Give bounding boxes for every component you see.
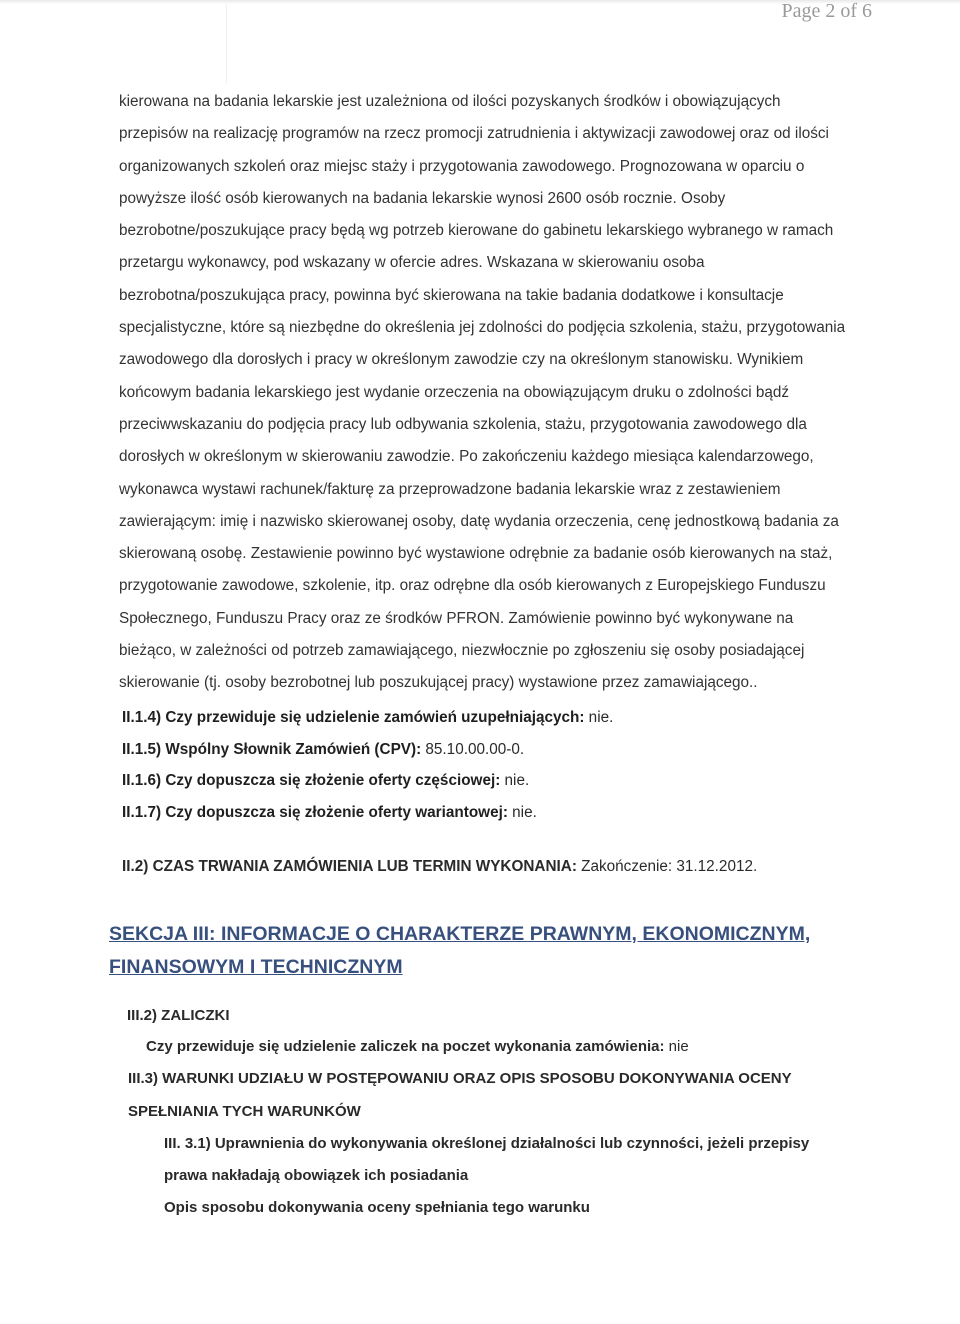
- assessment-description: Opis sposobu dokonywania oceny spełniania tego warunku: [164, 1199, 590, 1216]
- item-label: II.1.6) Czy dopuszcza się złożenie oferty częściowej:: [122, 772, 501, 789]
- item-value: 85.10.00.00-0.: [421, 740, 525, 758]
- conditions-title-line2: SPEŁNIANIA TYCH WARUNKÓW: [128, 1103, 361, 1120]
- paragraph-line: skierowanie (tj. osoby bezrobotnej lub poszukującej pracy) wystawione przez zamawiającego..: [119, 674, 758, 692]
- paragraph-line: przeciwwskazaniu do podjęcia pracy lub odbywania szkolenia, stażu, przygotowania zawodowego dla: [119, 415, 807, 433]
- item-cpv-code: [122, 734, 882, 766]
- paragraph-line: bieżąco, w zależności od potrzeb zamawiającego, niezwłocznie po zgłoszeniu się osoby posiadającej: [119, 642, 805, 660]
- rights-heading-line1: III. 3.1) Uprawnienia do wykonywania określonej działalności lub czynności, jeżeli przepisy: [164, 1135, 810, 1152]
- section-heading-line: FINANSOWYM I TECHNICZNYM: [109, 956, 403, 978]
- page-number: Page 2 of 6: [781, 0, 872, 22]
- conditions-title-line1: III.3) WARUNKI UDZIAŁU W POSTĘPOWANIU ORAZ OPIS SPOSOBU DOKONYWANIA OCENY: [128, 1070, 792, 1087]
- paragraph-line: wykonawca wystawi rachunek/fakturę za przeprowadzone badania lekarskie wraz z zestawieniem: [119, 480, 781, 498]
- paragraph-line: dorosłych w określonym w skierowaniu zawodzie. Po zakończeniu każdego miesiąca kalendarzowego,: [119, 448, 814, 466]
- paragraph-line: specjalistyczne, które są niezbędne do określenia jej zdolności do podjęcia szkolenia, stażu, przygotowania: [119, 319, 846, 337]
- paragraph-line: przetargu wykonawcy, pod wskazany w ofercie adres. Wskazana w skierowaniu osoba: [119, 254, 705, 272]
- advances-question: Czy przewiduje się udzielenie zaliczek na poczet wykonania zamówienia:: [146, 1038, 665, 1055]
- item-supplementary-orders: [122, 702, 882, 734]
- rights-heading-line2: prawa nakładają obowiązek ich posiadania: [164, 1167, 469, 1184]
- advances-title: III.2) ZALICZKI: [127, 1007, 230, 1024]
- paragraph-line: końcowym badania lekarskiego jest wydanie orzeczenia na obowiązującym druku o zdolności bądź: [119, 383, 790, 401]
- paragraph-line: skierowaną osobę. Zestawienie powinno być wystawione odrębnie za badanie osób kierowanych na staż,: [119, 545, 833, 563]
- item-label: II.1.5) Wspólny Słownik Zamówień (CPV):: [122, 740, 422, 758]
- paragraph-line: przygotowanie zawodowe, szkolenie, itp. oraz odrębne dla osób kierowanych z Europejskiego Funduszu: [119, 577, 826, 595]
- advances-answer: nie: [664, 1038, 689, 1055]
- paragraph-line: zawodowego dla dorosłych i pracy w określonym zawodzie czy na określonym stanowisku. Wynikiem: [119, 351, 804, 369]
- paragraph-line: organizowanych szkoleń oraz miejsc staży i przygotowania zawodowego. Prognozowana w oparciu o: [119, 157, 805, 175]
- section-heading-line: SEKCJA III: INFORMACJE O CHARAKTERZE PRAWNYM, EKONOMICZNYM,: [109, 923, 811, 945]
- duration-value: Zakończenie: 31.12.2012.: [576, 858, 758, 875]
- advances-question-row: [146, 1031, 689, 1063]
- paragraph-line: powyższe ilość osób kierowanych na badania lekarskie wynosi 2600 osób rocznie. Osoby: [119, 189, 726, 207]
- order-items-list: [122, 702, 882, 828]
- item-variant-offer: [122, 797, 882, 829]
- item-label: II.1.7) Czy dopuszcza się złożenie oferty wariantowej:: [122, 803, 508, 821]
- description-paragraph: [119, 86, 879, 700]
- paragraph-line: przepisów na realizację programów na rzecz promocji zatrudnienia i aktywizacji zawodowej oraz od ilości: [119, 125, 829, 143]
- item-value: nie.: [500, 772, 530, 789]
- duration-label: II.2) CZAS TRWANIA ZAMÓWIENIA LUB TERMIN WYKONANIA:: [122, 858, 577, 875]
- paragraph-line: bezrobotne/poszukujące pracy będą wg potrzeb kierowane do gabinetu lekarskiego wybranego w ramach: [119, 222, 834, 240]
- paragraph-line: bezrobotna/poszukująca pracy, powinna być skierowana na takie badania dodatkowe i konsultacje: [119, 286, 784, 304]
- paragraph-line: Społecznego, Funduszu Pracy oraz ze środków PFRON. Zamówienie powinno być wykonywane na: [119, 609, 794, 627]
- order-duration: [122, 858, 757, 876]
- paragraph-line: zawierającym: imię i nazwisko skierowanej osoby, datę wydania orzeczenia, cenę jednostkową badania za: [119, 512, 839, 530]
- item-label: II.1.4) Czy przewiduje się udzielenie zamówień uzupełniających:: [122, 709, 585, 726]
- item-value: nie.: [584, 709, 614, 726]
- paragraph-line: kierowana na badania lekarskie jest uzależniona od ilości pozyskanych środków i obowiązujących: [119, 93, 781, 110]
- item-value: nie.: [507, 803, 537, 821]
- section-3-heading: [109, 918, 829, 984]
- item-partial-offer: [122, 765, 882, 797]
- scan-artifact-line: [226, 4, 227, 84]
